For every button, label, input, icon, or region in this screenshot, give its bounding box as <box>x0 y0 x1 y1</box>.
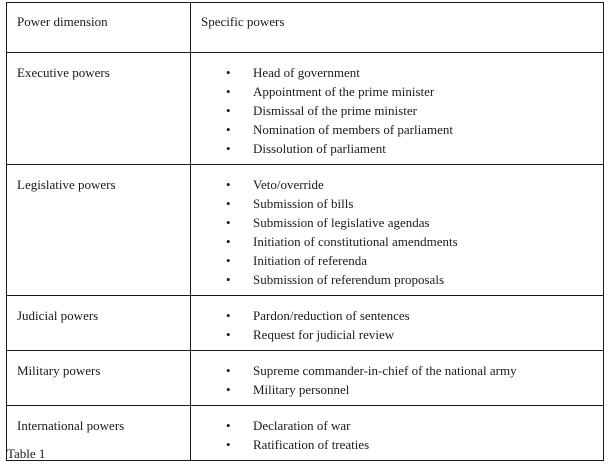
power-text: Supreme commander-in-chief of the national army <box>253 363 517 378</box>
power-item <box>191 380 603 399</box>
power-text: Submission of bills <box>253 196 354 211</box>
power-text: Dissolution of parliament <box>253 141 386 156</box>
power-text: Initiation of constitutional amendments <box>253 234 458 249</box>
powers-cell <box>191 165 604 296</box>
table-row <box>7 406 604 461</box>
power-item <box>191 435 603 454</box>
power-item <box>191 194 603 213</box>
power-text: Veto/override <box>253 177 324 192</box>
dimension-cell <box>7 53 191 165</box>
header-row <box>7 3 604 53</box>
power-item <box>191 416 603 435</box>
bullet-icon: • <box>226 196 231 211</box>
bullet-icon: • <box>226 177 231 192</box>
power-item <box>191 251 603 270</box>
powers-cell <box>191 351 604 406</box>
powers-cell <box>191 53 604 165</box>
table-caption: Table 1 <box>7 446 46 461</box>
table-row <box>7 165 604 296</box>
powers-table <box>6 2 604 461</box>
dimension-label: Judicial powers <box>17 308 99 323</box>
bullet-icon: • <box>226 308 231 323</box>
powers-cell <box>191 406 604 461</box>
power-text: Ratification of treaties <box>253 437 370 452</box>
dimension-cell <box>7 351 191 406</box>
header-cell-powers <box>191 3 604 53</box>
bullet-icon: • <box>226 418 231 433</box>
power-text: Pardon/reduction of sentences <box>253 308 410 323</box>
power-text: Military personnel <box>253 382 350 397</box>
power-item <box>191 82 603 101</box>
power-text: Nomination of members of parliament <box>253 122 454 137</box>
powers-list <box>191 296 603 350</box>
table-row <box>7 53 604 165</box>
dimension-label: Military powers <box>17 363 101 378</box>
dimension-label: Legislative powers <box>17 177 116 192</box>
table-body <box>7 53 604 461</box>
power-item <box>191 232 603 251</box>
header-cell-dimension <box>7 3 191 53</box>
powers-list <box>191 406 603 460</box>
power-item <box>191 361 603 380</box>
powers-list <box>191 53 603 164</box>
power-item <box>191 325 603 344</box>
power-item <box>191 270 603 289</box>
bullet-icon: • <box>226 234 231 249</box>
power-item <box>191 101 603 120</box>
power-item <box>191 63 603 82</box>
power-text: Submission of referendum proposals <box>253 272 445 287</box>
power-text: Head of government <box>253 65 360 80</box>
power-item <box>191 120 603 139</box>
power-text: Declaration of war <box>253 418 351 433</box>
power-item <box>191 213 603 232</box>
power-text: Submission of legislative agendas <box>253 215 430 230</box>
power-text: Appointment of the prime minister <box>253 84 435 99</box>
power-text: Initiation of referenda <box>253 253 368 268</box>
bullet-icon: • <box>226 382 231 397</box>
header-powers-label: Specific powers <box>201 14 285 29</box>
dimension-label: International powers <box>17 418 125 433</box>
powers-cell <box>191 296 604 351</box>
power-item <box>191 139 603 158</box>
power-item <box>191 175 603 194</box>
power-text: Request for judicial review <box>253 327 395 342</box>
table-row <box>7 296 604 351</box>
bullet-icon: • <box>226 141 231 156</box>
bullet-icon: • <box>226 122 231 137</box>
bullet-icon: • <box>226 272 231 287</box>
powers-list <box>191 165 603 295</box>
bullet-icon: • <box>226 437 231 452</box>
header-dimension-label: Power dimension <box>17 14 108 29</box>
power-text: Dismissal of the prime minister <box>253 103 417 118</box>
dimension-cell <box>7 296 191 351</box>
table-row <box>7 351 604 406</box>
bullet-icon: • <box>226 65 231 80</box>
bullet-icon: • <box>226 84 231 99</box>
bullet-icon: • <box>226 253 231 268</box>
dimension-cell <box>7 165 191 296</box>
bullet-icon: • <box>226 103 231 118</box>
power-item <box>191 306 603 325</box>
bullet-icon: • <box>226 363 231 378</box>
dimension-label: Executive powers <box>17 65 110 80</box>
powers-list <box>191 351 603 405</box>
bullet-icon: • <box>226 327 231 342</box>
bullet-icon: • <box>226 215 231 230</box>
